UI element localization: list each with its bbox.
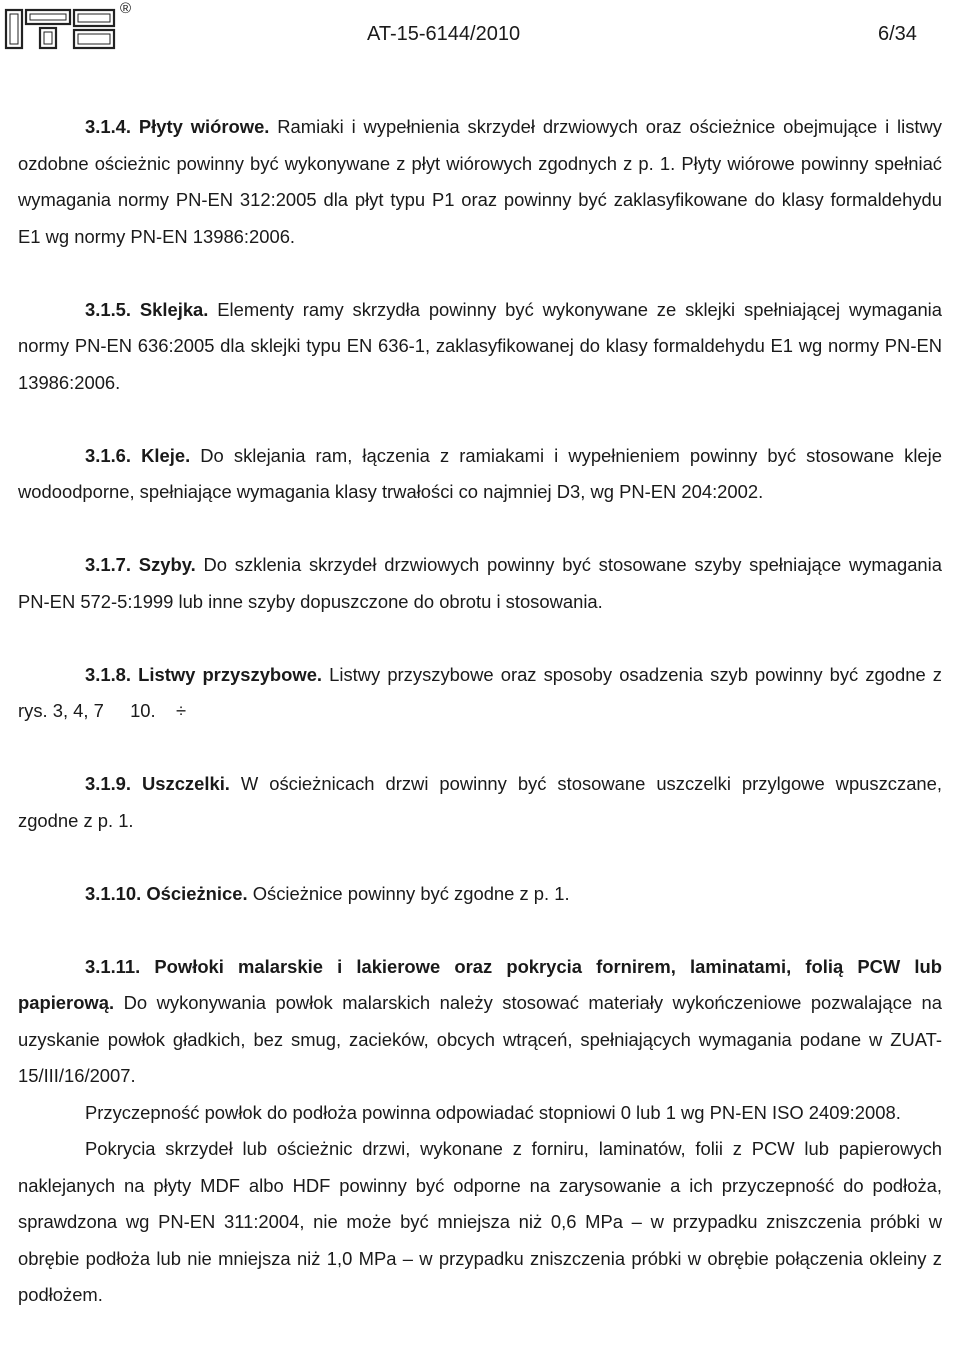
section-title: Płyty wiórowe. xyxy=(138,116,270,137)
section-text: Listwy przyszybowe oraz sposoby osadzenia szyb powinny być zgodne z rys. 3, 4, 7 xyxy=(18,663,942,721)
section-number: 3.1.11. xyxy=(85,955,141,977)
section-text: Ościeżnice powinny być zgodne z p. 1. xyxy=(247,882,570,904)
section-3-1-5 xyxy=(18,292,942,402)
section-3-1-11 xyxy=(18,949,942,1095)
document-id: AT-15-6144/2010 xyxy=(367,23,521,45)
section-title: Uszczelki. xyxy=(142,773,230,794)
section-number: 3.1.6. xyxy=(85,444,132,466)
section-text: W ościeżnicach drzwi powinny być stosowane uszczelki przylgowe wpuszczane, zgodne z p. 1. xyxy=(18,773,942,831)
section-title: Powłoki malarskie i lakierowe oraz pokrycia fornirem, laminatami, folią PCW lub papierową. xyxy=(18,955,942,1013)
section-text: Do wykonywania powłok malarskich należy stosować materiały wykończeniowe pozwalające na uzyskanie powłok gładkich, bez smug, zacieków, obcych wtrąceń, spełniających wymagania podane w ZUAT-15/III/16/2007. xyxy=(18,992,942,1086)
section-3-1-7 xyxy=(18,547,942,620)
section-number: 3.1.7. xyxy=(85,554,132,575)
section-text-end: 10. xyxy=(124,700,156,721)
registered-mark: ® xyxy=(120,0,132,17)
section-title: Kleje. xyxy=(141,444,191,466)
section-title: Listwy przyszybowe. xyxy=(138,663,323,685)
section-3-1-11-paragraph-2: Przyczepność powłok do podłoża powinna odpowiadać stopniowi 0 lub 1 wg PN-EN ISO 2409:2008. xyxy=(85,1101,901,1123)
page-number: 6/34 xyxy=(878,23,917,45)
divide-symbol: ÷ xyxy=(175,700,187,721)
section-text: Elementy ramy skrzydła powinny być wykonywane ze sklejki spełniającej wymagania normy PN-EN 636:2005 dla sklejki typu EN 636-1, zaklasyfikowanej do klasy formaldehydu E1 wg normy PN-EN 13986:2006. xyxy=(18,298,942,393)
section-3-1-9 xyxy=(18,766,942,839)
section-number: 3.1.9. xyxy=(85,773,132,794)
document-body xyxy=(18,109,942,1314)
section-title: Sklejka. xyxy=(139,298,209,320)
section-title: Szyby. xyxy=(138,554,196,575)
section-3-1-11-paragraph-3: Pokrycia skrzydeł lub ościeżnic drzwi, wykonane z forniru, laminatów, folii z PCW lub papierowych naklejanych na płyty MDF albo HDF powinny być odporne na zarysowanie a ich przyczepność do podłoża, sprawdzona wg PN-EN 311:2004, nie może być mniejsza niż 0,6 MPa – w przypadku zniszczenia próbki w obrębie podłoża lub nie mniejsza niż 1,0 MPa – w przypadku zniszczenia próbki w obrębie połączenia okleiny z podłożem. xyxy=(18,1138,942,1305)
section-text: Do szklenia skrzydeł drzwiowych powinny być stosowane szyby spełniające wymagania PN-EN 572-5:1999 lub inne szyby dopuszczone do obrotu i stosowania. xyxy=(18,554,942,612)
section-3-1-8 xyxy=(18,657,942,730)
section-3-1-4 xyxy=(18,109,942,255)
section-title: Ościeżnice. xyxy=(146,882,248,904)
section-text: Do sklejania ram, łączenia z ramiakami i wypełnieniem powinny być stosowane kleje wodoodporne, spełniające wymagania klasy trwałości co najmniej D3, wg PN-EN 204:2002. xyxy=(18,444,942,502)
section-3-1-10 xyxy=(18,876,942,913)
section-number: 3.1.5. xyxy=(85,298,132,320)
page-header xyxy=(0,0,960,70)
section-3-1-6 xyxy=(18,438,942,511)
section-number: 3.1.8. xyxy=(85,663,132,685)
section-number: 3.1.4. xyxy=(85,116,132,137)
section-text: Ramiaki i wypełnienia skrzydeł drzwiowych oraz ościeżnice obejmujące i listwy ozdobne ościeżnic powinny być wykonywane z płyt wiórowych zgodnych z p. 1. Płyty wiórowe powinny spełniać wymagania normy PN-EN 312:2005 dla płyt typu P1 oraz powinny być zaklasyfikowane do klasy formaldehydu E1 wg normy PN-EN 13986:2006. xyxy=(18,116,942,247)
section-number: 3.1.10. xyxy=(85,882,142,904)
itb-logo-icon xyxy=(4,8,118,50)
